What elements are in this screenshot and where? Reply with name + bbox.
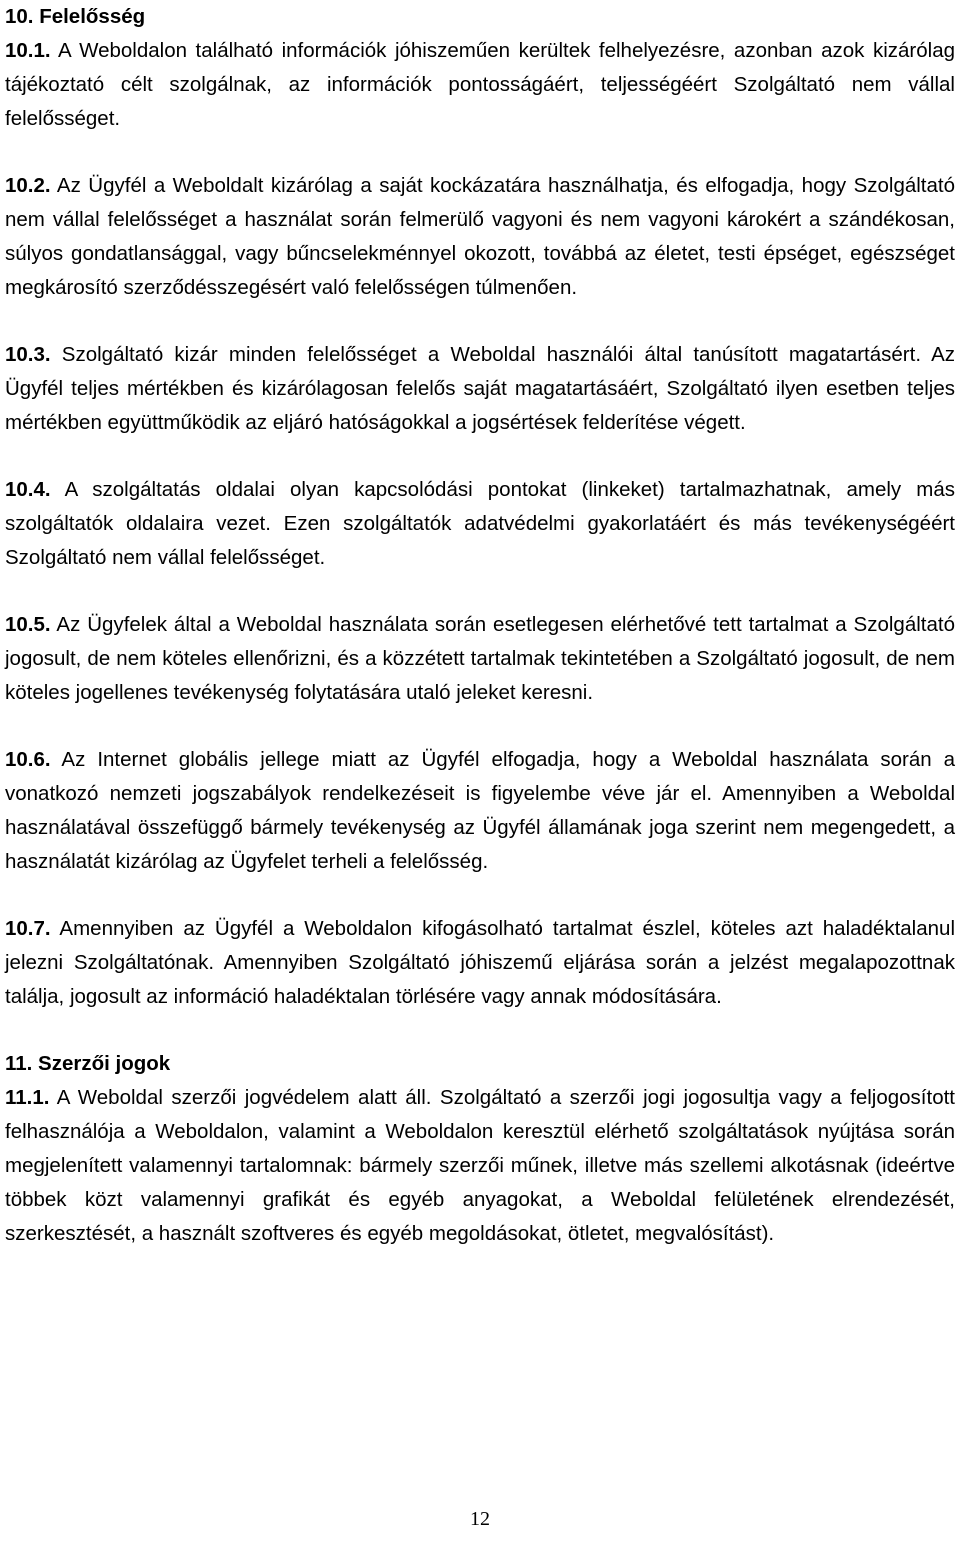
paragraph-number: 10.1. xyxy=(5,39,51,62)
paragraph-10-1 xyxy=(5,34,955,136)
paragraph-text: A szolgáltatás oldalai olyan kapcsolódási pontokat (linkeket) tartalmazhatnak, amely más szolgáltatók oldalaira vezet. Ezen szolgáltatók adatvédelmi gyakorlatáért és más tevékenységéért Szolgáltató nem vállal felelősséget. xyxy=(5,478,955,569)
paragraph-number: 10.4. xyxy=(5,478,51,501)
paragraph-number: 11.1. xyxy=(5,1086,50,1109)
paragraph-number: 10.5. xyxy=(5,613,51,636)
page-number: 12 xyxy=(470,1508,490,1530)
paragraph-11-1 xyxy=(5,1081,955,1251)
paragraph-text: Szolgáltató kizár minden felelősséget a Weboldal használói által tanúsított magatartásért. Az Ügyfél teljes mértékben és kizárólagosan felelős saját magatartásáért, Szolgáltató ilyen esetben teljes mértékben együttműködik az eljáró hatóságokkal a jogsértések felderítése végett. xyxy=(5,343,955,434)
paragraph-10-2 xyxy=(5,169,955,305)
paragraph-number: 10.7. xyxy=(5,917,51,940)
paragraph-text: Az Internet globális jellege miatt az Ügyfél elfogadja, hogy a Weboldal használata során a vonatkozó nemzeti jogszabályok rendelkezéseit is figyelembe véve jár el. Amennyiben a Weboldal használatával összefüggő bármely tevékenység az Ügyfél államának joga szerint nem megengedett, a használatát kizárólag az Ügyfelet terheli a felelősség. xyxy=(5,748,955,873)
paragraph-text: A Weboldal szerzői jogvédelem alatt áll. Szolgáltató a szerzői jogi jogosultja vagy a feljogosított felhasználója a Weboldalon, valamint a Weboldalon keresztül elérhető szolgáltatások nyújtása során megjelenített valamennyi tartalomnak: bármely szerzői műnek, illetve más szellemi alkotásnak (ideértve többek közt valamennyi grafikát és egyéb anyagokat, a Weboldal felületének elrendezését, szerkesztését, a használt szoftveres és egyéb megoldásokat, ötletet, megvalósítást). xyxy=(5,1086,955,1245)
paragraph-number: 10.6. xyxy=(5,748,51,771)
paragraph-10-5 xyxy=(5,608,955,710)
paragraph-text: Az Ügyfelek által a Weboldal használata során esetlegesen elérhetővé tett tartalmat a Szolgáltató jogosult, de nem köteles ellenőrizni, és a közzétett tartalmak tekintetében a Szolgáltató jogosult, de nem köteles jogellenes tevékenység folytatására utaló jeleket keresni. xyxy=(5,613,955,704)
paragraph-10-6 xyxy=(5,743,955,879)
paragraph-text: Amennyiben az Ügyfél a Weboldalon kifogásolható tartalmat észlel, köteles azt haladéktalanul jelezni Szolgáltatónak. Amennyiben Szolgáltató jóhiszemű eljárása során a jelzést megalapozottnak találja, jogosult az információ haladéktalan törlésére vagy annak módosítására. xyxy=(5,917,955,1008)
section-10-heading: 10. Felelősség xyxy=(5,5,146,28)
document-page xyxy=(5,0,955,1284)
section-11-heading: 11. Szerzői jogok xyxy=(5,1052,171,1075)
paragraph-text: Az Ügyfél a Weboldalt kizárólag a saját kockázatára használhatja, és elfogadja, hogy Szolgáltató nem vállal felelősséget a használat során felmerülő vagyoni és nem vagyoni károkért a szándékosan, súlyos gondatlansággal, vagy bűncselekménnyel okozott, továbbá az életet, testi épséget, egészséget megkárosító szerződésszegésért való felelősségen túlmenően. xyxy=(5,174,955,299)
paragraph-number: 10.3. xyxy=(5,343,51,366)
paragraph-number: 10.2. xyxy=(5,174,51,197)
paragraph-text: A Weboldalon található információk jóhiszeműen kerültek felhelyezésre, azonban azok kizárólag tájékoztató célt szolgálnak, az információk pontosságáért, teljességéért Szolgáltató nem vállal felelősséget. xyxy=(5,39,955,130)
paragraph-10-3 xyxy=(5,338,955,440)
paragraph-10-7 xyxy=(5,912,955,1014)
paragraph-10-4 xyxy=(5,473,955,575)
